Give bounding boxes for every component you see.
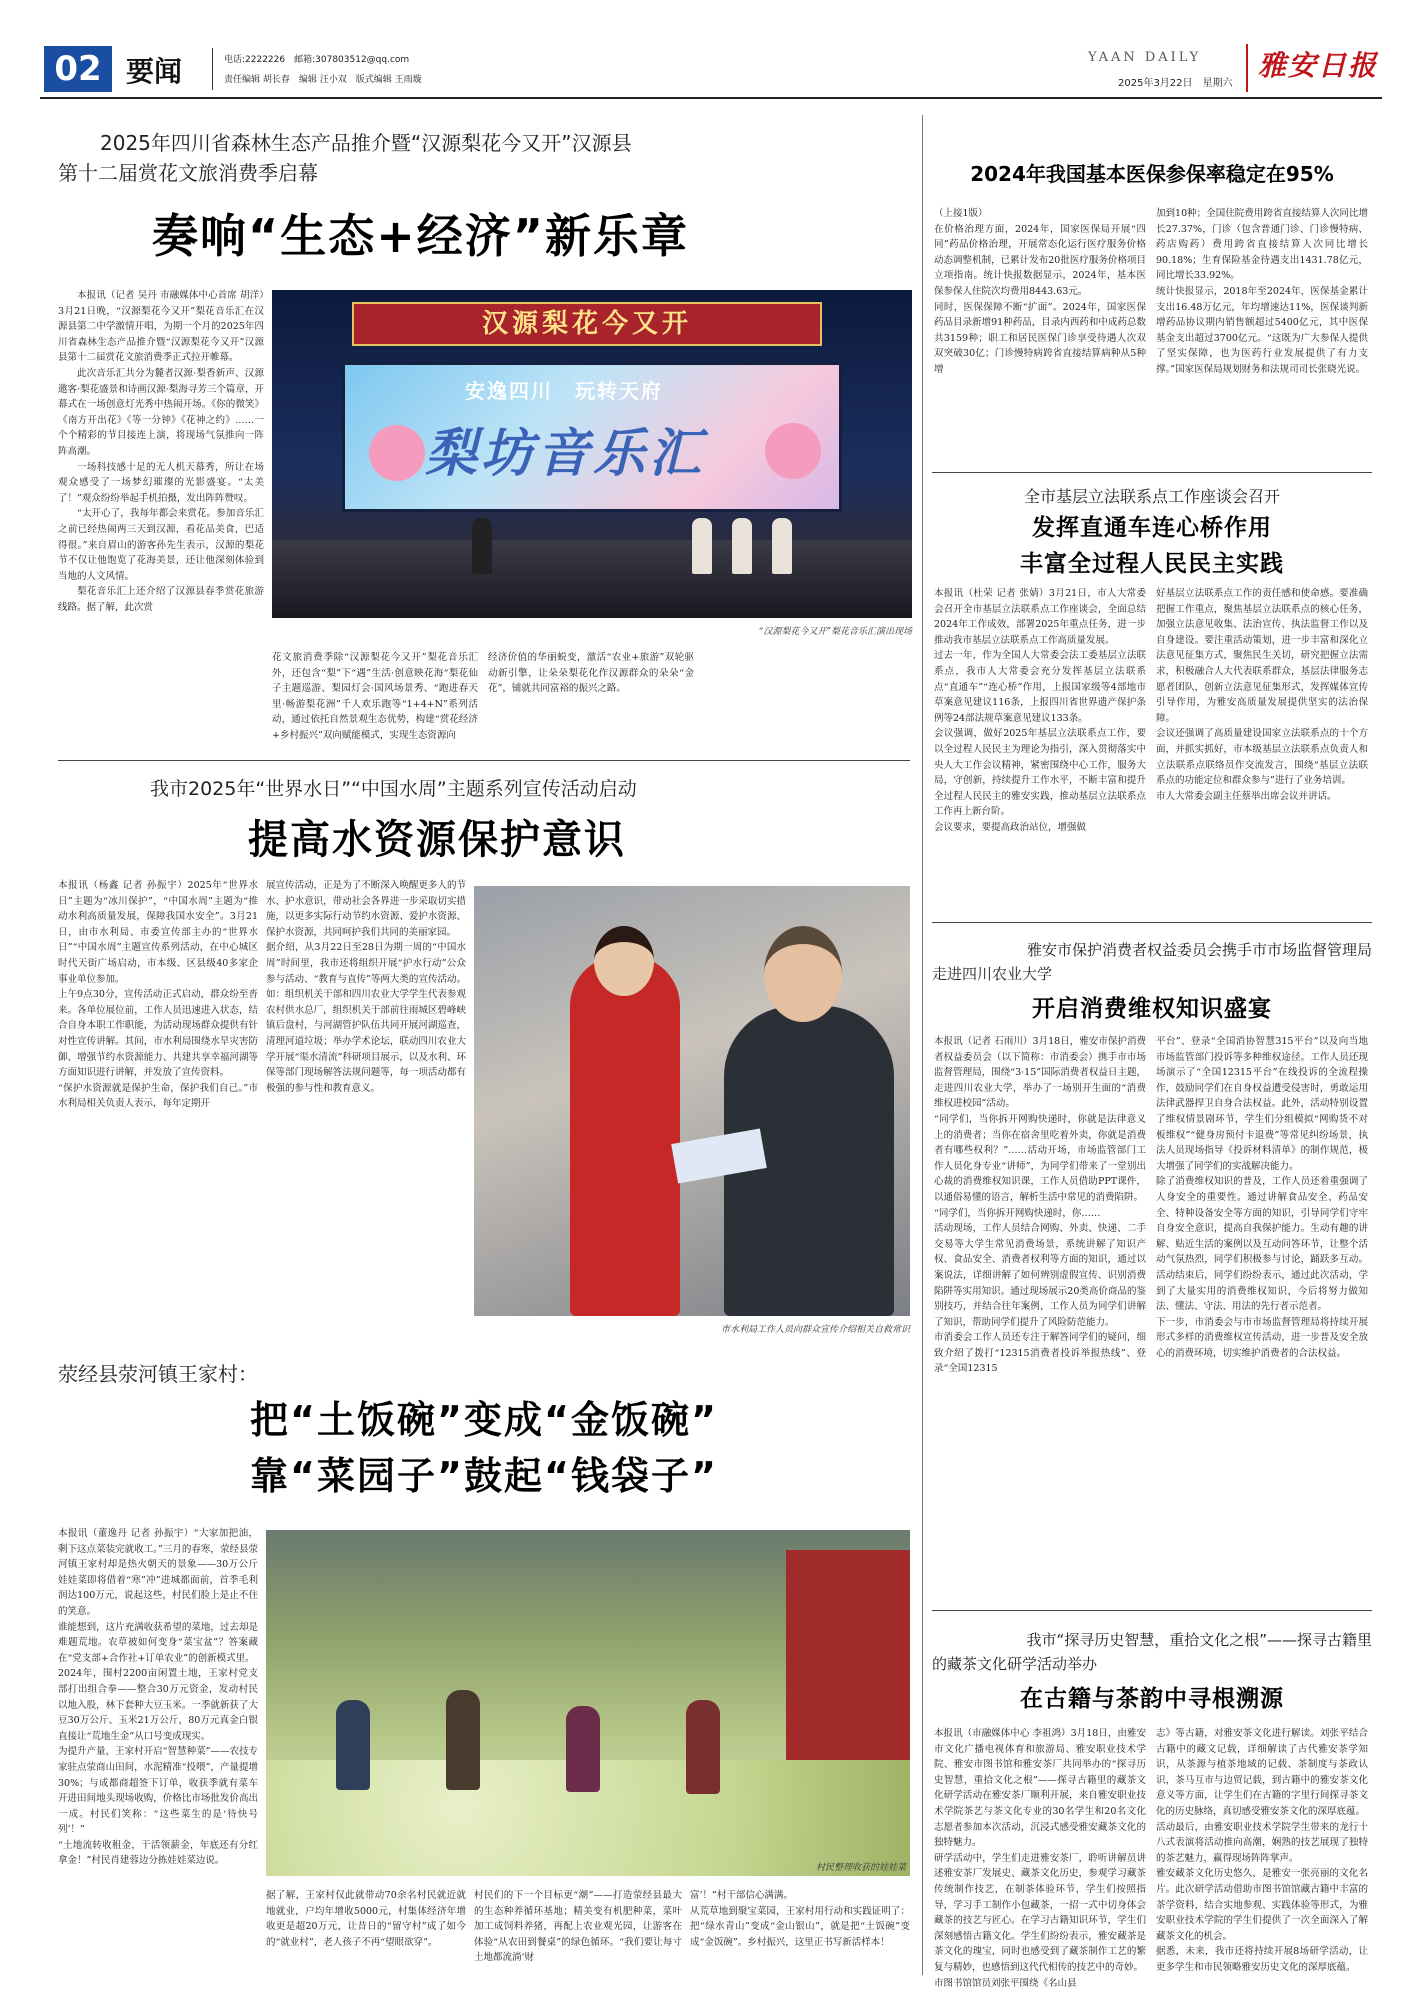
a1-photo-caption: “汉源梨花今又开”梨花音乐汇演出现场 [758, 627, 912, 637]
performer [772, 518, 792, 574]
a1-col2: 花文旅消费季除“汉源梨花今又开”梨花音乐汇外，还包含“梨”下“遇”生活·创意映花海“梨花仙子主题巡游、梨园灯会·国风场景秀、“跑进春天里·畅游梨花洲”千人欢乐跑等“1+4+N”系列活动，通过依托自然景观生态优势，构建“赏花经济+乡村振兴”双向赋能模式，实现生态资源向 [272, 652, 478, 741]
a6-title: 把“土饭碗”变成“金饭碗” 靠“菜园子”鼓起“钱袋子” [250, 1398, 718, 1498]
a4-subtitle: 我市2025年“世界水日”“中国水周”主题系列宣传活动启动 [150, 778, 637, 800]
stage-screen: 安逸四川 玩转天府 梨坊音乐汇 [342, 362, 842, 512]
a6-subtitle: 荥经县荥河镇王家村： [58, 1362, 258, 1386]
section-rule [932, 922, 1372, 923]
a5-col2: 平台”、登录“全国消协智慧315平台”以及向当地市场监管部门投诉等多种维权途径。工作人员还现场演示了“全国12315平台”在线投诉的全流程操作，鼓励同学们在自身权益遭受侵害时，勇敢运用法律武器捍卫自身合法权益。此外，活动特别设置了维权情景剧环节，学生们分组模拟“网购货不对板维权”“健身房预付卡退费”等常见纠纷场景，执法人员现场指导《投诉材料清单》的制作规范，极大增强了同学们的实战解决能力。 除了消费维权知识的普及，工作人员还着重强调了人身安全的重要性。通过讲解食品安全、药品安全、特种设备安全等方面的知识，引导同学们守牢自身安全意识，提高自我保护能力。生动有趣的讲解、贴近生活的案例以及互动问答环节，让整个活动气氛热烈，同学们积极参与讨论，踊跃多互动。活动结束后，同学们纷纷表示，通过此次活动，学到了大量实用的消费维权知识，今后将努力做知法、懂法、守法、用法的先行者示范者。 下一步，市消委会与市市场监督管理局将持续开展形式多样的消费维权宣传活动，进一步普及安全放心的消费环境，切实维护消费者的合法权益。 [1156, 1036, 1368, 1359]
section-rule [58, 760, 910, 761]
a3-title: 发挥直通车连心桥作用 丰富全过程人民民主实践 [1020, 515, 1284, 577]
masthead-rule [40, 97, 1382, 99]
a6-col4: 富’！”村干部信心满满。 从荒草地到聚宝菜园，王家村用行动和实践证明了：把“绿水青山”变成“金山银山”，就是把“土饭碗”变成“金饭碗”。乡村振兴，这里正书写新活样本！ [690, 1890, 910, 1948]
header-divider [212, 48, 213, 90]
a2-col1: （上接1版） 在价格治理方面，2024年，国家医保局开展“四同”药品价格治理，开展常态化运行医疗服务价格动态调整机制，已累计发布20批医疗服务价格项目立项指南。统计快报数据显示，2024年，基本医保参保人住院次均费用8443.63元。 同时，医保保障不断“扩面”。2024年，国家医保药品目录新增91种药品，目录内西药和中成药总数共3159种；职工和居民医保门诊享受待遇人次双双突破30亿；门诊慢特病跨省直接结算病种从5种增 [934, 208, 1146, 375]
a6-col3: 村民们的下一个目标更“潮”——打造荥经县最大的生态种养循环基地；精美变有机肥种菜，菜叶加工成饲料养猪，再配上农业观光园，让游客在体验“从农田到餐桌”的绿色循环。“我们要让每寸土地都流淌‘财 [474, 1890, 682, 1964]
a4-col2: 展宣传活动，正是为了不断深入唤醒更多人的节水、护水意识，带动社会各界进一步采取切实措施，以更多实际行动节约水资源、爱护水资源、保护水资源，共同呵护我们共同的美丽家园。 据介绍，从3月22日至28日为期一周的“中国水周”时间里，我市还将组织开展“护水行动”公众参与活动、“教育与直传”等两大类的宣传活动。如：组织机关干部和四川农业大学学生代表参观农村供水总厂，组织机关干部前往雨城区碧峰峡镇后盘村，与河湖管护队伍共同开展河湖巡查，清理河道垃圾；举办学术论坛，联动四川农业大学开展“渠水清流”科研项目展示，以及水利、环保等部门现场解答法规问题等，每一项活动都有极强的参与性和教育意义。 [266, 880, 466, 1094]
mascot-right [765, 423, 821, 479]
stage-banner: 汉源梨花今又开 [352, 302, 822, 346]
a7-subtitle: 我市“探寻历史智慧，重拾文化之根”——探寻古籍里 的藏茶文化研学活动举办 [932, 1631, 1372, 1673]
a5-subtitle: 雅安市保护消费者权益委员会携手市市场监督管理局 走进四川农业大学 [932, 941, 1372, 983]
section-rule [932, 1610, 1372, 1611]
a4-col1: 本报讯（杨鑫 记者 孙振宇）2025年“世界水日”主题为“冰川保护”，“中国水周”主题为“推动水利高质量发展，保障我国水安全”。3月21日，由市水利局、市委宣传部主办的“世界水日”“中国水周”主题宣传系列活动，在中心城区时代天街广场启动，市本级、区县级40多家企事业单位参加。 上午9点30分，宣传活动正式启动，群众纷至沓来。各单位展位前，工作人员迅速进入状态，结合自身本职工作职能，为活动现场群众提供有针对性宣传讲解。其间，市水利局围绕水旱灾害防御、增强节约水资源能力、共建共享幸福河湖等方面知识进行讲解，并发放了宣传资料。 “保护水资源就是保护生命，保护我们自己。”市水利局相关负责人表示，每年定期开 [58, 880, 258, 1110]
a1-col1: 本报讯（记者 吴丹 市融媒体中心首席 胡洋）3月21日晚，“汉源梨花今又开”梨花音乐汇在汉源县第二中学激情开唱，为期一个月的2025年四川省森林生态产品推介暨“汉源梨花今又开”汉源县第十二届赏花文旅消费季正式拉开帷幕。 此次音乐汇共分为麓者汉源·梨香新声、汉源邀客·梨花盛景和诗画汉源·梨海寻芳三个篇章，开幕式在一场创意灯光秀中热闹开场。《你的微笑》《南方开出花》《等一分钟》《花神之约》……一个个精彩的节目接连上演，将现场气氛推向一阵阵高潮。 一场科技感十足的无人机天幕秀，所让在场观众感受了一场梦幻璀璨的光影盛宴。“太美了！”观众纷纷举起手机拍摄，发出阵阵赞叹。 “太开心了，我每年都会来赏花。参加音乐汇之前已经热闹两三天到汉源，看花品美食，巴适得很。”来自眉山的游客孙先生表示，汉源的梨花节不仅让他饱览了花海美景，还让他深刻体验到当地的人文风情。 梨花音乐汇上还介绍了汉源县春季赏花旅游线路。据了解，此次赏 [58, 290, 264, 613]
a6-photo [266, 1530, 910, 1876]
a7-title: 在古籍与茶韵中寻根溯源 [1020, 1686, 1284, 1712]
contact-line: 电话:2222226 邮箱:307803512@qq.com [224, 55, 410, 65]
performer [692, 518, 712, 574]
paper-english-name: YAAN DAILY [1088, 50, 1202, 65]
page-number: 02 [44, 46, 112, 92]
a3-subtitle: 全市基层立法联系点工作座谈会召开 [1023, 487, 1280, 506]
a7-col1: 本报讯（市融媒体中心 李祖鸿）3月18日，由雅安市文化广播电视体育和旅游局、雅安职业技术学院、雅安市图书馆和雅安茶厂共同举办的“探寻历史智慧，重拾文化之根”——探寻古籍里的藏茶文化研学活动在雅安茶厂顺利开展，来自雅安职业技术学院茶艺与茶文化专业的30名学生和20名文化志愿者参加本次活动，沉浸式感受雅安藏茶文化的独特魅力。 研学活动中，学生们走进雅安茶厂，聆听讲解员讲述雅安茶厂发展史、藏茶文化历史，参观学习藏茶传统制作技艺，在制茶体验环节，学生们按照指导，学习手工制作小包藏茶，一招一式中切身体会藏茶的技艺与匠心。在学习古籍知识环节，学生们深刻感悟古籍文化。学生们纷纷表示，雅安藏茶是茶文化的瑰宝，同时也感受到了藏茶制作工艺的繁复与精妙，也感悟到这代代相传的技艺中的奇妙。 市图书馆馆员刘张平围绕《名山县 [934, 1728, 1146, 1989]
a2-col2: 加到10种；全国住院费用跨省直接结算人次同比增长27.37%，门诊（包含普通门诊、门诊慢特病、药店购药）费用跨省直接结算人次同比增长90.18%；生育保险基金待遇支出1431.78亿元，同比增长33.92%。 统计快报显示，2018年至2024年，医保基金累计支出16.48万亿元，年均增速达11%，医保谈判新增药品协议期内销售额超过5400亿元，其中医保基金支出超过3700亿元。“这既为广大参保人提供了坚实保障，也为医药行业发展提供了有力支撑。”国家医保局规划财务和法规司司长张晓光说。 [1156, 208, 1368, 375]
logo-divider [1246, 44, 1248, 92]
a3-col1: 本报讯（杜荣 记者 张婧）3月21日，市人大常委会召开全市基层立法联系点工作座谈会，全面总结2024年工作成效，部署2025年重点任务，进一步推动我市基层立法联系点工作高质量发展。 过去一年，作为全国人大常委会法工委基层立法联系点，我市人大常委会充分发挥基层立法联系点“直通车”“连心桥”作用，上报国家级等4部地市草案意见建议116条，上报四川省世界遗产保护条例等24部法规草案意见建议133条。 会议强调，做好2025年基层立法联系点工作，要以全过程人民民主为理论为指引，深入贯彻落实中央人大工作会议精神，紧密围绕中心工作，服务大局，守创新，持续提升工作水平，不断丰富和提升全过程人民民主的雅安实践，推动基层立法联系点工作再上新台阶。 会议要求，要提高政治站位，增强做 [934, 588, 1146, 833]
a4-title: 提高水资源保护意识 [248, 817, 626, 863]
section-rule [932, 472, 1372, 473]
section-name: 要闻 [126, 55, 183, 88]
a1-subtitle: 2025年四川省森林生态产品推介暨“汉源梨花今又开”汉源县 第十二届赏花文旅消费季启幕 [58, 131, 632, 185]
editor-line: 责任编辑 胡长春 编辑 汪小双 版式编辑 王雨璇 [224, 75, 422, 85]
woman-figure [570, 956, 680, 1316]
a7-col2: 志》等古籍，对雅安茶文化进行解读。刘张平结合古籍中的藏文记载，详细解读了古代雅安茶学知识，从茶源与植茶地域的记载、茶制度与茶政认识，茶马互市与边贸记载，到古籍中的雅安茶文化意义等方面，让学生们在古籍的字里行间探寻茶文化的历史脉络，真切感受雅安茶文化的深厚底蕴。 活动最后，由雅安职业技术学院学生带来的龙行十八式表演将活动推向高潮，娴熟的技艺展现了独特的茶艺魅力，赢得现场阵阵掌声。 雅安藏茶文化历史悠久，是雅安一张亮丽的文化名片。此次研学活动借助市图书馆馆藏古籍中丰富的茶学资料，结合实地参观、实践体验等形式，为雅安职业技术学院的学生们提供了一次全面深入了解藏茶文化的机会。 据悉，未来，我市还将持续开展8场研学活动，让更多学生和市民领略雅安历史文化的深厚底蕴。 [1156, 1728, 1368, 1973]
a6-photo-caption: 村民整理收获的娃娃菜 [815, 1863, 906, 1873]
mascot-left [369, 425, 425, 481]
villager [566, 1706, 600, 1792]
performer [472, 518, 492, 574]
issue-date: 2025年3月22日 星期六 [1118, 78, 1233, 89]
a4-photo [474, 886, 910, 1316]
a2-title: 2024年我国基本医保参保率稳定在95% [970, 162, 1334, 186]
a1-col3: 经济价值的华丽蜕变，激活“农业+旅游”双轮驱动新引擎，让朵朵梨花化作汉源群众的朵朵“金花”，铺就共同富裕的振兴之路。 [488, 652, 694, 695]
villager [446, 1690, 480, 1790]
man-head [764, 926, 842, 1022]
paper-logo: 雅安日报 [1258, 49, 1379, 82]
a5-title: 开启消费维权知识盛宴 [1032, 996, 1272, 1022]
a4-photo-caption: 市水利局工作人员向群众宣传介绍相关自救常识 [720, 1325, 910, 1335]
villager [686, 1700, 720, 1794]
a6-col1: 本报讯（董逸丹 记者 孙振宇）“大家加把油，剩下这点菜装完就收工。”三月的春寒，荥经县荥河镇王家村却是热火朝天的景象——30万公斤娃娃菜即将借着“寒”冲”进城都面前，首季毛利润达100万元，说起这些，村民们脸上是止不住的笑意。 谁能想到，这片充满收获希望的菜地，过去却是难题荒地。农草被如何变身“菜宝盆”？答案藏在“党支部+合作社+订单农业”的创新模式里。 2024年，围村2200亩闲置土地，王家村党支部打出组合拳——整合30万元资金，发动村民以地入股，林下套种大豆玉米。一季就新获了大豆30万公斤、玉米21万公斤，80万元真金白银直接让“荒地生金”从口号变成现实。 为提升产量，王家村开启“智慧种菜”——农技专家驻点荥商山田间，水泥精准“投喂”，产量提增30%；与成都商超签下订单，收获季就有菜车开进田间地头现场收购，价格比市场批发价高出一成。村民们笑称：“这些菜生的是‘待快号列’！” “土地流转收租金，干活领薪金，年底还有分红拿金！”村民肖建蓉边分拣娃娃菜边说。 [58, 1528, 258, 1867]
villager [336, 1700, 370, 1790]
woman-head [594, 926, 654, 996]
a6-col2: 据了解，王家村仅此就带动70余名村民就近就地就业，户均年增收5000元，村集体经济年增收更是超20万元，让昔日的“留守村”成了如今的“就业村”，老人孩子不再“望眼欲穿”。 [266, 1890, 466, 1948]
a3-col2: 好基层立法联系点工作的责任感和使命感。要准确把握工作重点，聚焦基层立法联系点的核心任务，加强立法意见收集、法治宣传、执法监督工作以及自身建设。要注重活动策划，进一步丰富和深化立法意见征集方式，聚焦民生关切，研究把握立法需求，积极融合人大代表联系群众，基层法律服务志愿者团队，创新立法意见征集形式，发挥媒体宣传引导作用，为雅安高质量发展提供坚实的法治保障。 会议还强调了高质量建设国家立法联系点的十个方面，并抓实抓好，市本级基层立法联系点负责人和立法联系点联络员作交流发言，围绕“基层立法联系点的功能定位和群众参与”进行了业务培训。 市人大常委会副主任蔡举出席会议并讲话。 [1156, 588, 1368, 802]
stage-floor [272, 540, 912, 618]
performer [732, 518, 752, 574]
a1-stage-photo [272, 290, 912, 618]
a5-col1: 本报讯（记者 石雨川）3月18日，雅安市保护消费者权益委员会（以下简称：市消委会）携手市市场监督管理局，围绕“3·15”国际消费者权益日主题，走进四川农业大学，举办了一场别开生面的“消费维权进校园”活动。 “同学们，当你拆开网购快递时，你就是法律意义上的消费者；当你在宿舍里吃着外卖，你就是消费者有哪些权利？”……活动开场，市场监管部门工作人员化身专业“讲师”，为同学们带来了一堂别出心裁的消费维权知识课，工作人员借助PPT课件，以通俗易懂的语言，解析生活中常见的消费陷阱。 “同学们，当你拆开网购快递时，你…… 活动现场，工作人员结合网购、外卖、快递、二手交易等大学生常见消费场景，系统讲解了知识产权、食品安全、消费者权利等方面的知识，通过以案说法，详细讲解了如何辨别虚假宣传、识别消费陷阱等实用知识。通过现场展示20类高价商品的鉴别技巧，并结合往年案例，工作人员为同学们讲解了知识，帮助同学们提升了风险防范能力。 市消委会工作人员还专注于解答同学们的疑问，细致介绍了拨打“12315消费者投诉举报热线”、登录“全国12315 [934, 1036, 1146, 1375]
a1-title: 奏响“生态+经济”新乐章 [152, 209, 690, 263]
column-rule [922, 115, 923, 1975]
masthead [40, 40, 1382, 96]
